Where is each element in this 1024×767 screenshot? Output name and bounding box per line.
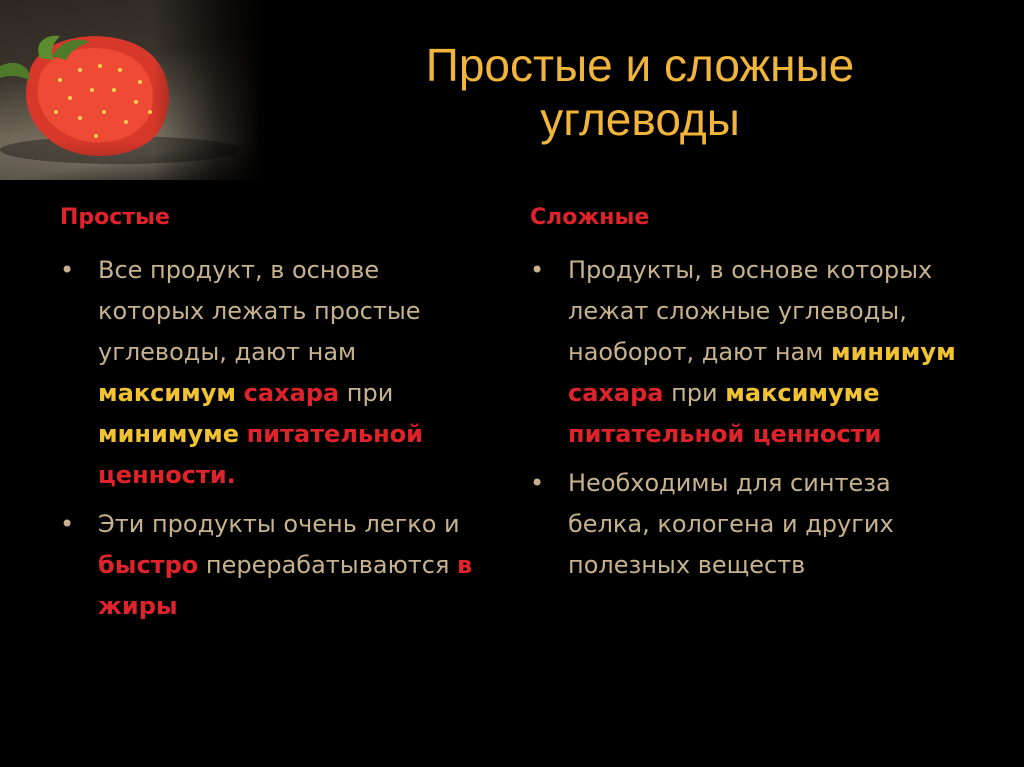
bullet-text: перерабатываются xyxy=(198,551,458,579)
bullet-icon: • xyxy=(530,256,545,284)
bullet-text xyxy=(236,379,244,407)
bullet-text: при xyxy=(339,379,394,407)
bullet-icon: • xyxy=(60,256,75,284)
highlight-red: сахара xyxy=(568,379,664,407)
bullet-text: Эти продукты очень легко и xyxy=(98,510,460,538)
complex-bullet-2 xyxy=(530,463,970,586)
highlight-red: быстро xyxy=(98,551,199,579)
highlight-yellow: максимуме xyxy=(725,379,880,407)
complex-bullet-1 xyxy=(530,250,970,455)
bullet-text: Все продукт, в основе которых лежать простые углеводы, дают нам xyxy=(98,256,421,366)
highlight-yellow: минимум xyxy=(830,338,956,366)
photo-fade-bottom xyxy=(0,140,262,180)
simple-heading: Простые xyxy=(60,205,170,230)
highlight-red: питательной ценности. xyxy=(98,420,423,489)
complex-column xyxy=(530,200,970,594)
bullet-text: при xyxy=(663,379,726,407)
highlight-red: в жиры xyxy=(98,551,473,620)
strawberry-photo xyxy=(0,0,262,180)
bullet-text: Необходимы для синтеза белка, кологена и других полезных веществ xyxy=(568,469,894,579)
highlight-yellow: максимум xyxy=(98,379,237,407)
slide-title-line2: углеводы xyxy=(540,93,740,145)
bullet-icon: • xyxy=(60,510,75,538)
simple-bullet-1 xyxy=(60,250,480,496)
highlight-red: питательной ценности xyxy=(568,420,882,448)
bullet-text xyxy=(239,420,247,448)
highlight-yellow: минимуме xyxy=(98,420,239,448)
complex-heading: Сложные xyxy=(530,205,650,230)
slide-title-line1: Простые и сложные xyxy=(425,39,855,91)
bullet-icon: • xyxy=(530,469,545,497)
bullet-text: Продукты, в основе которых лежат сложные углеводы, наоборот, дают нам xyxy=(568,256,933,366)
simple-column xyxy=(60,200,480,635)
simple-bullet-2 xyxy=(60,504,480,627)
slide-title xyxy=(320,38,960,146)
highlight-red: сахара xyxy=(243,379,340,407)
